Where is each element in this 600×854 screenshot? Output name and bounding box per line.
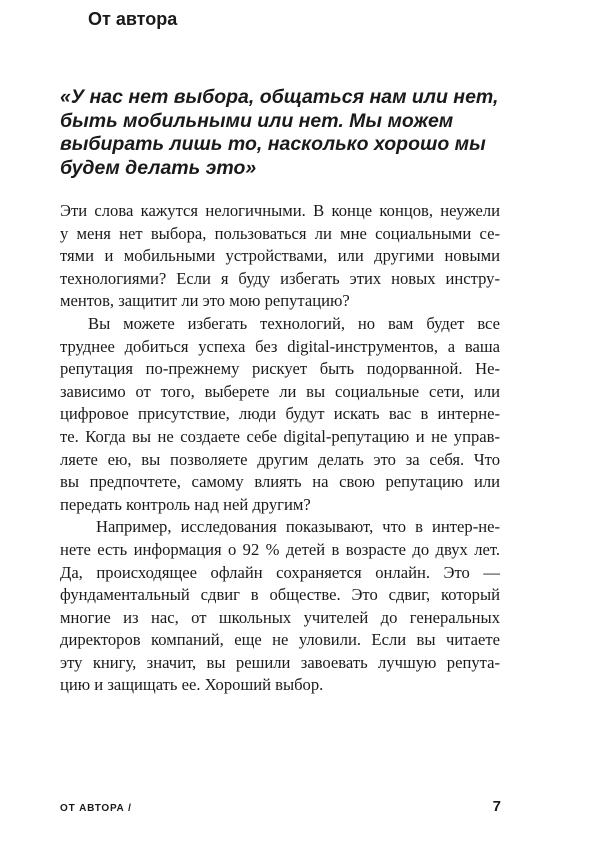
body-line: технологиями? Если я буду избегать этих новых инстру- [60, 268, 500, 288]
body-line: у меня нет выбора, пользоваться ли мне социальными се- [60, 223, 500, 243]
body-line: Да, происходящее офлайн сохраняется онлайн. Это — [60, 562, 500, 582]
body-line: Например, исследования показывают, что в интер-не- [96, 517, 500, 537]
body-line: директоров компаний, еще не уловили. Если вы читаете [60, 630, 500, 650]
epigraph-line: будем делать это» [60, 156, 257, 179]
body-line: те. Когда вы не создаете себе digital-репутацию и не управ- [60, 426, 500, 446]
body-line: Эти слова кажутся нелогичными. В конце концов, неужели [60, 201, 500, 220]
body-line: труднее добиться успеха без digital-инструментов, а ваша [60, 336, 500, 356]
body-text [60, 200, 500, 697]
body-line: репутация по-прежнему рискует быть подорванной. Не- [60, 359, 500, 379]
epigraph-line: быть мобильными или нет. Мы можем [60, 109, 454, 132]
page-title: От автора [88, 9, 178, 29]
body-line: ментов, защитит ли это мою репутацию? [60, 291, 350, 311]
body-line: цию и защищать ее. Хороший выбор. [60, 675, 324, 695]
body-line: многие из нас, от школьных учителей до генеральных [60, 607, 500, 627]
body-line: Вы можете избегать технологий, но вам будет все [88, 313, 500, 333]
body-line: вы предпочтете, самому влиять на свою репутацию или [60, 472, 500, 492]
epigraph-line: выбирать лишь то, насколько хорошо мы [60, 133, 486, 155]
epigraph-line: «У нас нет выбора, общаться нам или нет, [60, 86, 499, 108]
body-line: передать контроль над ней другим? [60, 494, 311, 514]
body-line: нете есть информация о 92 % детей в возрасте до двух лет. [60, 539, 500, 559]
page-number: 7 [492, 798, 501, 815]
body-line: цифровое присутствие, люди будут искать вас в интерне- [60, 404, 500, 424]
body-line: ляете ею, вы позволяете другим делать это за себя. Что [60, 449, 500, 469]
running-footer: ОТ АВТОРА / [60, 803, 132, 814]
body-line: тями и мобильными устройствами, или другими новыми [60, 246, 500, 266]
body-line: эту книгу, значит, вы решили завоевать лучшую репута- [60, 652, 500, 672]
body-line: зависимо от того, выберете ли вы социальные сети, или [60, 381, 500, 401]
body-line: фундаментальный сдвиг в обществе. Это сдвиг, который [60, 585, 500, 605]
epigraph-quote [60, 86, 520, 180]
